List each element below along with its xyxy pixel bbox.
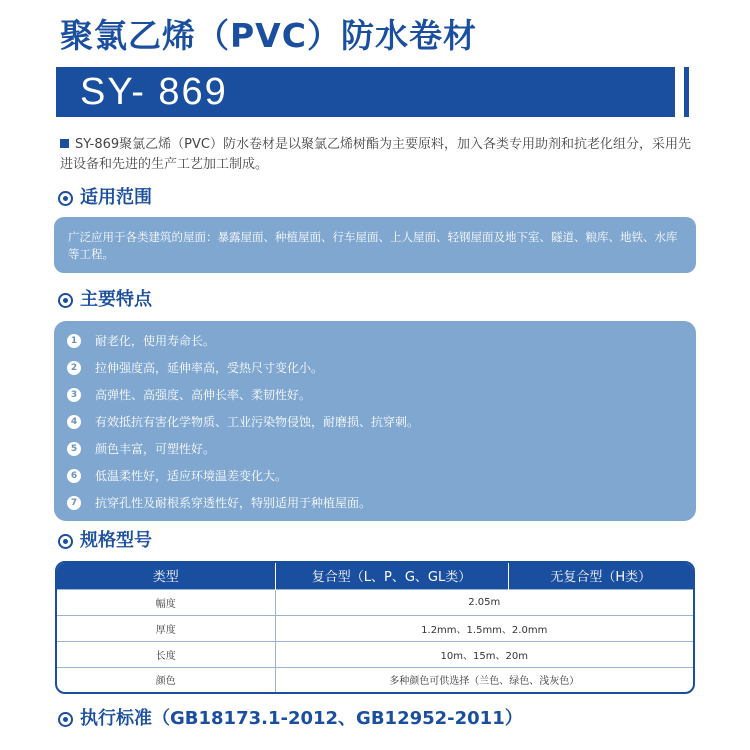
table-header-row xyxy=(57,563,693,589)
list-item xyxy=(54,327,696,354)
column-header: 无复合型（H类） xyxy=(508,563,693,589)
feature-text: 耐老化，使用寿命长。 xyxy=(95,334,216,348)
target-circle-icon xyxy=(58,293,73,308)
feature-text: 高弹性、高强度、高伸长率、柔韧性好。 xyxy=(95,388,312,402)
number-badge: 2 xyxy=(67,361,81,375)
model-banner xyxy=(56,67,675,117)
feature-text: 有效抵抗有害化学物质、工业污染物侵蚀，耐磨损、抗穿刺。 xyxy=(95,415,420,429)
list-item xyxy=(54,354,696,381)
number-badge: 7 xyxy=(67,496,81,510)
usage-heading xyxy=(58,186,152,210)
number-badge: 3 xyxy=(67,388,81,402)
list-item xyxy=(54,435,696,462)
column-header: 类型 xyxy=(57,563,275,589)
row-label: 幅度 xyxy=(57,589,275,615)
row-value: 1.2mm、1.5mm、2.0mm xyxy=(275,615,693,641)
list-item xyxy=(54,489,696,516)
features-panel xyxy=(54,321,696,521)
intro-paragraph xyxy=(60,135,696,175)
usage-heading-text: 适用范围 xyxy=(80,187,152,208)
row-value: 2.05m xyxy=(275,589,693,615)
spec-table xyxy=(55,561,695,694)
number-badge: 6 xyxy=(67,469,81,483)
number-badge: 4 xyxy=(67,415,81,429)
list-item xyxy=(54,381,696,408)
list-item xyxy=(54,462,696,489)
model-number: SY- 869 xyxy=(80,71,228,113)
banner-accent-bar xyxy=(684,67,689,117)
target-circle-icon xyxy=(58,191,73,206)
spec-heading-text: 规格型号 xyxy=(80,530,152,551)
table-row xyxy=(57,589,693,615)
intro-text: SY-869聚氯乙烯（PVC）防水卷材是以聚氯乙烯树酯为主要原料，加入各类专用助剂和抗老化组分，采用先进设备和先进的生产工艺加工制成。 xyxy=(60,137,691,172)
row-label: 厚度 xyxy=(57,615,275,641)
square-bullet-icon xyxy=(60,139,69,148)
column-header: 复合型（L、P、G、GL类） xyxy=(275,563,508,589)
row-label: 长度 xyxy=(57,641,275,667)
standard-heading xyxy=(58,706,523,732)
feature-text: 低温柔性好，适应环境温差变化大。 xyxy=(95,469,288,483)
standard-text: 执行标准（GB18173.1-2012、GB12952-2011） xyxy=(80,708,523,729)
features-heading xyxy=(58,288,152,312)
target-circle-icon xyxy=(58,712,73,727)
usage-panel xyxy=(54,217,696,273)
feature-text: 拉伸强度高，延伸率高，受热尺寸变化小。 xyxy=(95,361,324,375)
usage-text: 广泛应用于各类建筑的屋面：暴露屋面、种植屋面、行车屋面、上人屋面、轻钢屋面及地下室、隧道、粮库、地铁、水库等工程。 xyxy=(68,230,678,261)
row-value: 10m、15m、20m xyxy=(275,641,693,667)
spec-heading xyxy=(58,529,152,553)
features-heading-text: 主要特点 xyxy=(80,289,152,310)
page-title: 聚氯乙烯（PVC）防水卷材 xyxy=(60,16,477,55)
target-circle-icon xyxy=(58,534,73,549)
table-row xyxy=(57,667,693,692)
number-badge: 1 xyxy=(67,334,81,348)
list-item xyxy=(54,408,696,435)
row-label: 颜色 xyxy=(57,667,275,692)
number-badge: 5 xyxy=(67,442,81,456)
table-row xyxy=(57,615,693,641)
table-row xyxy=(57,641,693,667)
feature-text: 颜色丰富，可塑性好。 xyxy=(95,442,216,456)
feature-text: 抗穿孔性及耐根系穿透性好，特别适用于种植屋面。 xyxy=(95,496,372,510)
row-value: 多种颜色可供选择（兰色、绿色、浅灰色） xyxy=(275,667,693,692)
